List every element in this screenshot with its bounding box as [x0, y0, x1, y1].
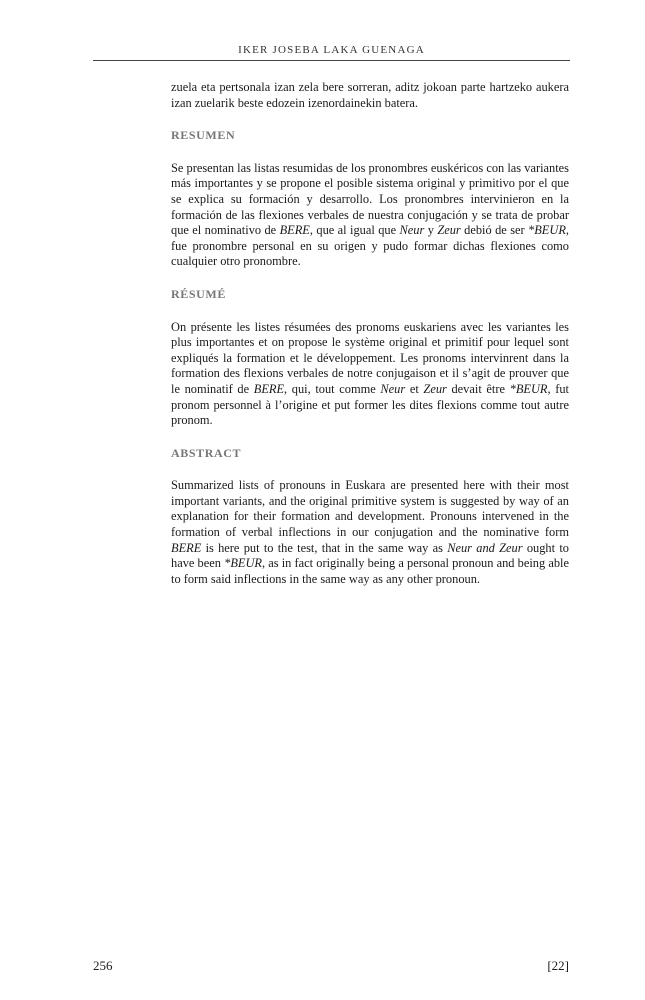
- term-beur: *BEUR: [528, 223, 566, 238]
- resume-heading: RÉSUMÉ: [171, 286, 226, 301]
- term-neur: Neur: [380, 381, 406, 396]
- resume-paragraph: On présente les listes résumées des pronoms euskariens avec les variantes les plus importantes et on propose le système original et primitif pour lequel sont expliqués la formation et le développement. Les pronoms intervinrent dans la formation des flexions verbales de notre conjugaison et il s’agit de prouver que le nominatif de BERE, qui, tout comme Neur et Zeur devait être *BEUR, fut pronom personnel à l’origine et put former les dites flexions comme tout autre pronom.: [171, 319, 569, 428]
- abstract-paragraph: Summarized lists of pronouns in Euskara are presented here with their most important variants, and the original primitive system is suggested by way of an explanation for their formation and development. Pronouns intervened in the formation of verbal inflections in our conjugation and the nominative form BERE is here put to the test, that in the same way as Neur and Zeur ought to have been *BEUR, as in fact originally being a personal pronoun and being able to form said inflections in the same way as any other pronoun.: [171, 478, 569, 586]
- header-rule: [93, 60, 570, 61]
- term-bere: BERE: [171, 540, 202, 555]
- page-reference: [22]: [547, 958, 569, 973]
- term-zeur: Zeur: [423, 381, 447, 396]
- term-neur: Neur: [399, 223, 425, 238]
- term-beur: *BEUR: [224, 556, 262, 571]
- resumen-heading: RESUMEN: [171, 128, 236, 143]
- intro-paragraph: zuela eta pertsonala izan zela bere sorreran, aditz jokoan parte hartzeko aukera izan zuelarik beste edozein izenordainekin batera.: [171, 80, 569, 110]
- resumen-paragraph: Se presentan las listas resumidas de los pronombres euskéricos con las variantes más importantes y se propone el posible sistema original y primitivo por el que se explica su formación y desarrollo. Los pronombres intervinieron en la formación de las flexiones verbales de nuestra conjugación y se trata de probar que el nominativo de BERE, que al igual que Neur y Zeur debió de ser *BEUR, fue pronombre personal en su origen y pudo formar dichas flexiones como cualquier otro pronombre.: [171, 160, 570, 269]
- term-bere: BERE: [279, 223, 310, 238]
- page-number: 256: [93, 958, 113, 973]
- term-bere: BERE: [253, 381, 285, 396]
- main-content: [171, 80, 569, 587]
- term-beur: *BEUR: [509, 381, 548, 396]
- term-zeur: Zeur: [437, 223, 461, 238]
- term-neur-zeur: Neur and Zeur: [447, 540, 523, 555]
- abstract-heading: ABSTRACT: [171, 445, 242, 460]
- running-head: IKER JOSEBA LAKA GUENAGA: [238, 44, 425, 56]
